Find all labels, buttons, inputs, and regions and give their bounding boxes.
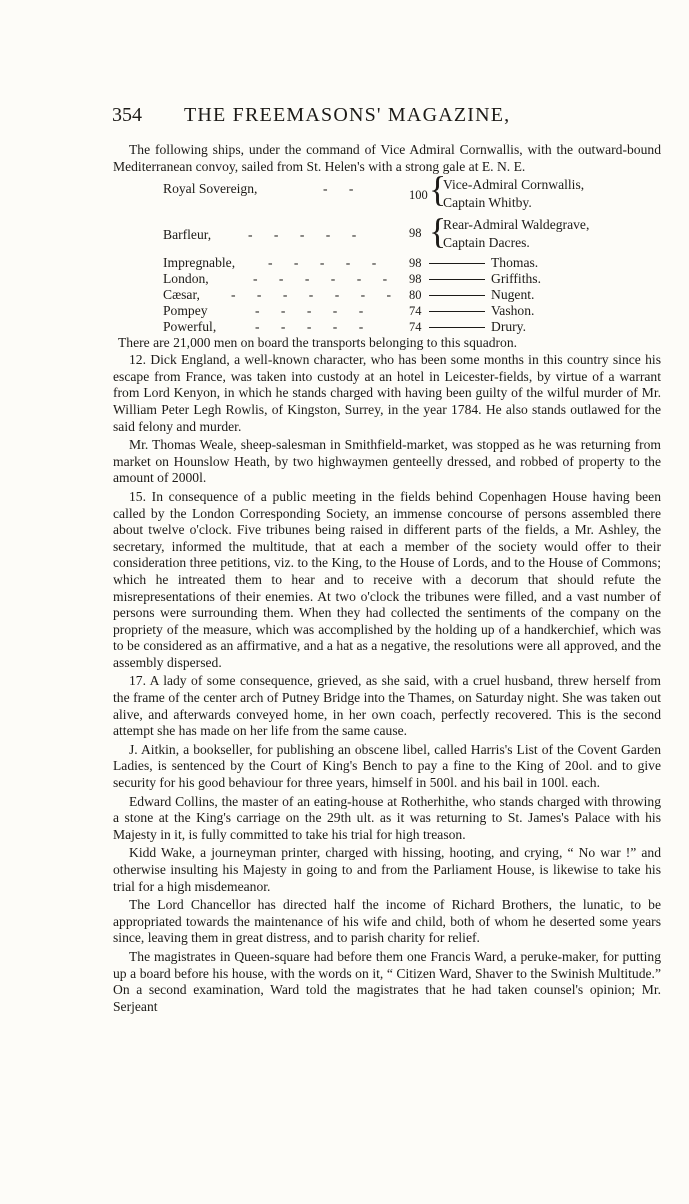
ship-row: [113, 303, 661, 319]
news-paragraph: The magistrates in Queen-square had before them one Francis Ward, a peruke-maker, for putting up a board before his house, with the words on it, “ Citizen Ward, Shaver to the Swinish Multitude.” On a second examination, Ward told the magistrates that he had taken counsel's opinion; Mr. Serjeant: [113, 948, 661, 1014]
leader-dots: - -: [323, 181, 363, 197]
ship-row: [113, 287, 661, 303]
ship-name: Impregnable,: [163, 255, 236, 271]
ship-officer: Captain Whitby.: [443, 195, 532, 211]
dash-line: [429, 295, 485, 296]
intro-paragraph: The following ships, under the command of Vice Admiral Cornwallis, with the outward-bound Mediterranean convoy, sailed from St. Helen's with a strong gale at E. N. E.: [113, 142, 661, 174]
ship-name: London,: [163, 271, 209, 287]
dash-line: [429, 311, 485, 312]
ship-name: Powerful,: [163, 319, 217, 335]
ship-officer: Vice-Admiral Cornwallis,: [443, 177, 585, 193]
news-paragraph: J. Aitkin, a bookseller, for publishing an obscene libel, called Harris's List of the Covent Garden Ladies, is sentenced by the Court of King's Bench to pay a fine to the King of 20ol. and to give security for his good behaviour for three years, himself in 500l. and his bail in 100l. each.: [113, 741, 661, 791]
news-paragraph: The Lord Chancellor has directed half the income of Richard Brothers, the lunatic, to be appropriated towards the maintenance of his wife and child, both of whom he deserted some years since, leaving them in great distress, and to parish charity for relief.: [113, 897, 661, 946]
brace: {: [429, 211, 447, 252]
dash-line: [429, 327, 485, 328]
news-paragraph: 12. Dick England, a well-known character, who has been some months in this country since his escape from France, was taken into custody at an hotel in Leicester-fields, by virtue of a warrant from Lord Kenyon, in which he stands charged with having been guilty of the wilful murder of Mr. William Peter Legh Rowlis, of Kingston, Surrey, in the year 1784. He also stands outlawed for the said felony and murder.: [113, 352, 661, 434]
ship-name: Pompey: [163, 303, 208, 319]
ship-guns: 98: [409, 256, 422, 271]
ship-guns: 74: [409, 304, 422, 319]
ship-guns: 98: [409, 226, 422, 241]
news-paragraph: Kidd Wake, a journeyman printer, charged with hissing, hooting, and crying, “ No war !” and otherwise insulting his Majesty in going to and from the Parliament House, is likewise to take his trial for a high misdemeanor.: [113, 845, 661, 894]
ship-officer: Rear-Admiral Waldegrave,: [443, 217, 590, 233]
news-paragraph: Mr. Thomas Weale, sheep-salesman in Smithfield-market, was stopped as he was returning from market on Hounslow Heath, by two highwaymen genteelly dressed, and robbed of property to the amount of 2000l.: [113, 437, 661, 486]
ship-row: [113, 271, 661, 287]
ship-captain: Nugent.: [491, 287, 535, 303]
ship-captain: Drury.: [491, 319, 526, 335]
leader-dots: - - - - - -: [253, 271, 397, 287]
news-paragraph: 17. A lady of some consequence, grieved, as she said, with a cruel husband, threw herself from the frame of the center arch of Putney Bridge into the Thames, on Saturday night. She was taken out alive, and afterwards conveyed home, in her own coach, perfectly recovered. This is the second attempt she has made on her life from the same cause.: [113, 673, 661, 739]
dash-line: [429, 263, 485, 264]
ships-note: There are 21,000 men on board the transports belonging to this squadron.: [118, 335, 518, 351]
ship-row: [113, 255, 661, 271]
ship-captain: Griffiths.: [491, 271, 541, 287]
ship-row: [113, 319, 661, 335]
leader-dots: - - - - -: [255, 303, 373, 319]
page-header: [112, 104, 652, 127]
news-paragraph: Edward Collins, the master of an eating-house at Rotherhithe, who stands charged with throwing a stone at the King's carriage on the 29th ult. as it was returning to St. James's Palace with his Majesty in it, is fully committed to take his trial for high treason.: [113, 793, 661, 842]
leader-dots: - - - - -: [255, 319, 373, 335]
ship-officer: Captain Dacres.: [443, 235, 530, 251]
leader-dots: - - - - -: [248, 227, 366, 243]
ship-name: Royal Sovereign,: [163, 181, 258, 197]
ship-captain: Thomas.: [491, 255, 539, 271]
ship-guns: 100: [409, 188, 428, 203]
ship-list: [113, 169, 661, 351]
ship-captain: Vashon.: [491, 303, 535, 319]
ship-guns: 98: [409, 272, 422, 287]
brace: {: [429, 169, 447, 210]
news-paragraph: 15. In consequence of a public meeting in the fields behind Copenhagen House having been called by the London Corresponding Society, an immense concourse of persons assembled there about twelve o'clock. Five tribunes being raised in different parts of the fields, a Mr. Ashley, the secretary, informed the multitude, that at each a member of the society would offer to their consideration three petitions, viz. to the King, to the House of Lords, and to the House of Commons; which he intreated them to hear and to receive with a decorum that should refute the misrepresentations of their enemies. At two o'clock the tribunes were filled, and a vast number of persons were surrounding them. When they had collected the sentiments of the company on the propriety of the measure, which was accomplished by the holding up of a handkerchief, which was to be considered as an affirmative, and a hat as a negative, the resolutions were all approved, and the assembly dispersed.: [113, 488, 661, 670]
ship-name: Barfleur,: [163, 227, 212, 243]
page-number: 354: [112, 104, 142, 126]
ship-guns: 80: [409, 288, 422, 303]
leader-dots: - - - - -: [268, 255, 386, 271]
page-title: THE FREEMASONS' MAGAZINE,: [184, 104, 511, 126]
leader-dots: - - - - - - -: [231, 287, 401, 303]
dash-line: [429, 279, 485, 280]
ship-guns: 74: [409, 320, 422, 335]
ship-name: Cæsar,: [163, 287, 200, 303]
article-body: [113, 142, 661, 1015]
